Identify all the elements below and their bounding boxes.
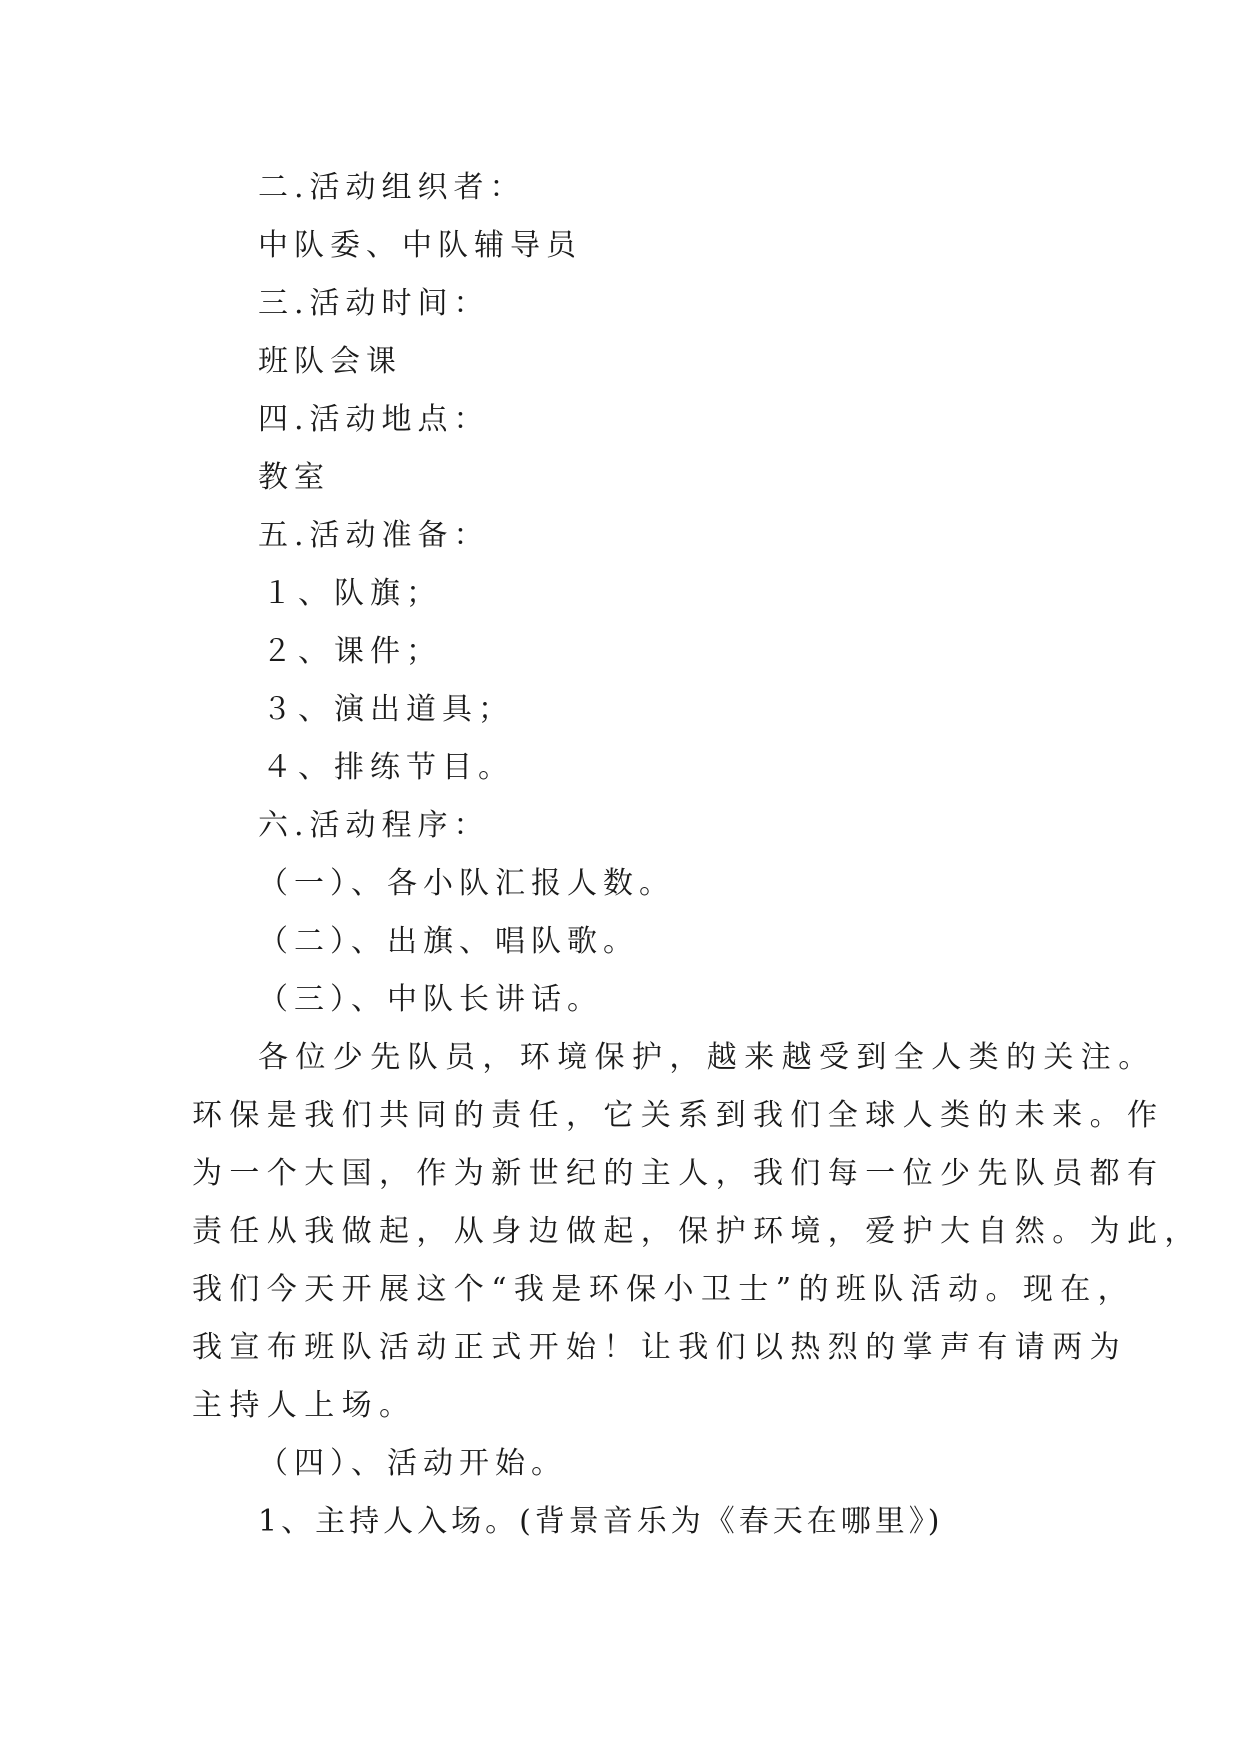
text-organizer: 中队委、中队辅导员 [258,228,582,263]
speech-paragraph-line-6: 我宣布班队活动正式开始！让我们以热烈的掌声有请两为 [192,1330,1127,1365]
speech-paragraph-line-7: 主持人上场。 [192,1388,417,1423]
speech-paragraph-line-4: 责任从我做起，从身边做起，保护环境，爱护大自然。为此， [192,1214,1202,1249]
heading-location: 四.活动地点： [258,402,490,437]
procedure-step-3: （三）、中队长讲话。 [258,982,603,1017]
procedure-step-1: （一）、各小队汇报人数。 [258,866,675,901]
heading-preparation: 五.活动准备： [258,518,490,553]
list-item-prep-1: １、队旗； [262,576,442,611]
procedure-step-4: （四）、活动开始。 [258,1446,567,1481]
text-time: 班队会课 [258,344,402,379]
list-item-prep-3: ３、演出道具； [262,692,514,727]
procedure-step-2: （二）、出旗、唱队歌。 [258,924,639,959]
activity-item-1: 1、主持人入场。(背景音乐为《春天在哪里》) [258,1504,944,1539]
list-item-prep-2: ２、课件； [262,634,442,669]
speech-paragraph-line-2: 环保是我们共同的责任，它关系到我们全球人类的未来。作 [192,1098,1165,1133]
speech-paragraph-line-1: 各位少先队员，环境保护，越来越受到全人类的关注。 [258,1040,1156,1075]
list-item-prep-4: ４、排练节目。 [262,750,514,785]
speech-paragraph-line-5: 我们今天开展这个“我是环保小卫士”的班队活动。现在， [192,1272,1136,1307]
heading-procedure: 六.活动程序： [258,808,490,843]
heading-organizer: 二.活动组织者： [258,170,526,205]
heading-time: 三.活动时间： [258,286,490,321]
speech-paragraph-line-3: 为一个大国，作为新世纪的主人，我们每一位少先队员都有 [192,1156,1165,1191]
text-location: 教室 [258,460,330,495]
